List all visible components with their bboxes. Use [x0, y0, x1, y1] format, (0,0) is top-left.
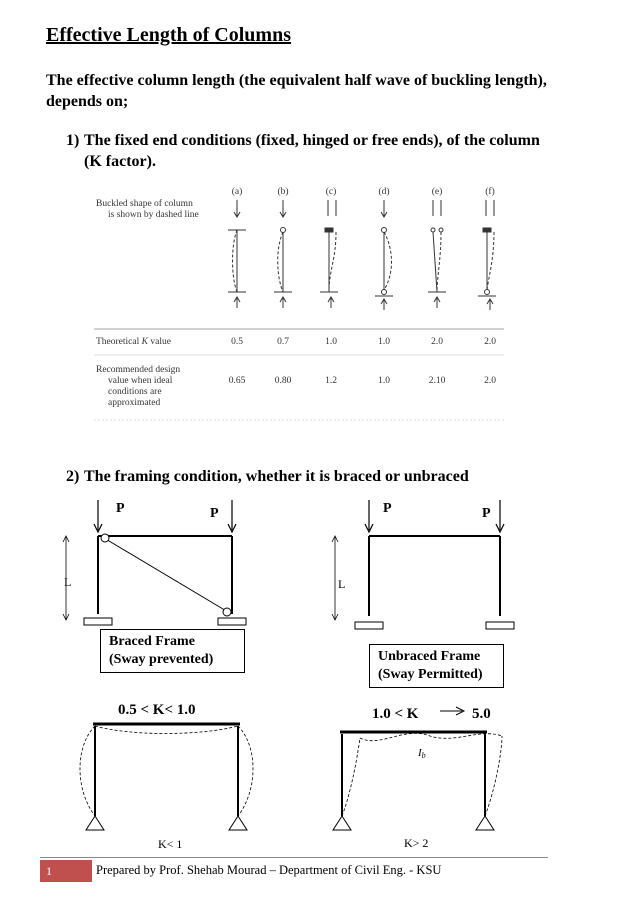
- braced-deformed-shape: [80, 724, 253, 830]
- k-range-unbraced-left: 1.0 < K: [372, 706, 419, 722]
- braced-frame-subtitle: (Sway prevented): [109, 652, 214, 667]
- unbraced-frame-label: [369, 644, 504, 688]
- list-number: 2): [66, 468, 80, 485]
- case-label: (c): [325, 187, 337, 197]
- case-label: (a): [231, 187, 243, 197]
- column-diagrams: [228, 200, 496, 310]
- recommended-value: 0.65: [228, 376, 246, 386]
- case-label: (e): [431, 187, 443, 197]
- unbraced-frame-subtitle: (Sway Permitted): [378, 667, 483, 682]
- recommended-value: 1.2: [325, 376, 337, 386]
- theoretical-value: 0.5: [231, 337, 243, 347]
- list-item-framing-condition: [66, 466, 606, 487]
- load-label: P: [116, 501, 125, 516]
- list-number: 1): [66, 132, 80, 149]
- recommended-label: Recommended design: [96, 365, 181, 375]
- list-text: The fixed end conditions (fixed, hinged or free ends), of the column: [84, 132, 540, 149]
- list-item-end-conditions: [66, 130, 606, 172]
- theoretical-label: Theoretical K value: [96, 337, 171, 347]
- page-number: 1: [40, 860, 92, 882]
- recommended-value: 1.0: [378, 376, 390, 386]
- load-label: P: [210, 506, 219, 521]
- recommended-label: conditions are: [108, 387, 162, 397]
- theoretical-value: 2.0: [484, 337, 496, 347]
- footer-rule: [40, 857, 548, 858]
- footer-text: Prepared by Prof. Shehab Mourad – Department of Civil Eng. - KSU: [96, 863, 442, 877]
- buckled-shapes-table: [90, 180, 510, 425]
- recommended-label: approximated: [108, 398, 161, 408]
- list-text-continued: (K factor).: [84, 153, 156, 170]
- k-note-unbraced: K> 2: [404, 836, 429, 850]
- braced-frame-title: Braced Frame: [109, 634, 195, 649]
- load-label: P: [383, 501, 392, 516]
- recommended-value: 2.0: [484, 376, 496, 386]
- table-caption: Buckled shape of column: [96, 199, 193, 209]
- intro-paragraph: The effective column length (the equivalent half wave of buckling length), depends on;: [46, 72, 547, 110]
- k-range-braced: 0.5 < K< 1.0: [118, 702, 196, 718]
- k-range-unbraced-right: 5.0: [472, 706, 491, 722]
- recommended-value: 2.10: [428, 376, 446, 386]
- case-label: (b): [277, 187, 289, 197]
- load-label: P: [482, 506, 491, 521]
- beam-inertia-label: Ib: [418, 747, 426, 760]
- page-title: Effective Length of Columns: [46, 24, 291, 46]
- recommended-value: 0.80: [274, 376, 292, 386]
- list-text: The framing condition, whether it is braced or unbraced: [84, 468, 469, 485]
- braced-frame-label: [100, 629, 245, 673]
- length-label: L: [338, 577, 346, 591]
- length-label: L: [64, 575, 72, 589]
- theoretical-value: 2.0: [431, 337, 443, 347]
- case-label: (d): [378, 187, 390, 197]
- case-label: (f): [485, 187, 495, 197]
- framing-diagrams: [0, 490, 638, 855]
- k-note-braced: K< 1: [158, 837, 183, 851]
- unbraced-deformed-shape: [333, 707, 502, 830]
- theoretical-value: 1.0: [378, 337, 390, 347]
- recommended-label: value when ideal: [108, 376, 173, 386]
- theoretical-value: 0.7: [277, 337, 289, 347]
- unbraced-frame-title: Unbraced Frame: [378, 649, 481, 664]
- table-caption: is shown by dashed line: [108, 210, 199, 220]
- theoretical-value: 1.0: [325, 337, 337, 347]
